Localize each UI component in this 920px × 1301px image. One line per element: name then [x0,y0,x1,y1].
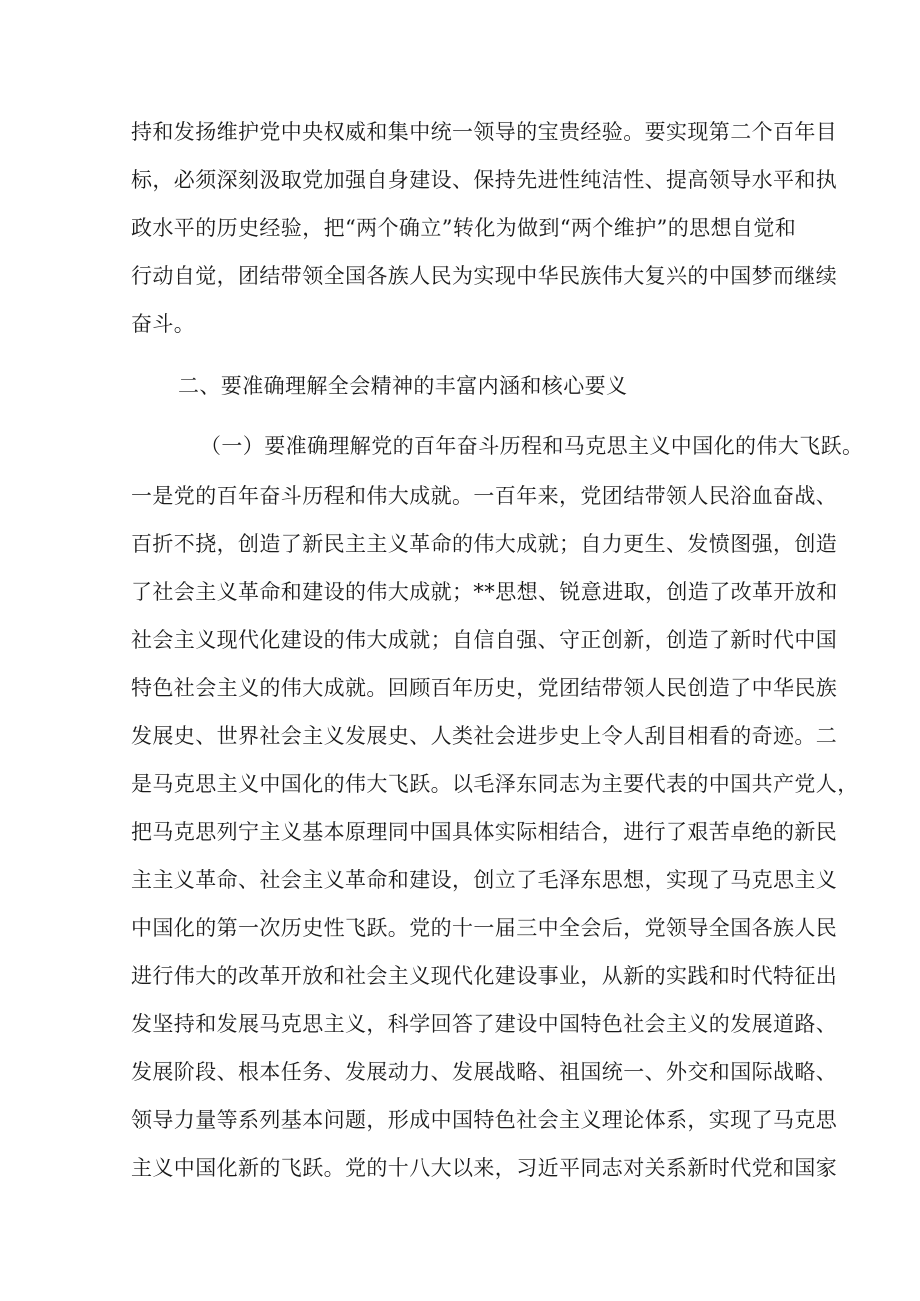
paragraph-line: 政水平的历史经验，把“两个确立”转化为做到“两个维护”的思想自觉和 [131,216,797,240]
paragraph-line: 中国化的第一次历史性飞跃。党的十一届三中全会后，党领导全国各族人民 [131,916,838,940]
paragraph-line: 了社会主义革命和建设的伟大成就；**思想、锐意进取，创造了改革开放和 [131,580,838,604]
subsection-heading: （一）要准确理解党的百年奋斗历程和马克思主义中国化的伟大飞跃。 [200,434,864,458]
paragraph-line: 奋斗。 [131,312,196,336]
paragraph-line: 持和发扬维护党中央权威和集中统一领导的宝贵经验。要实现第二个百年目 [131,120,838,144]
paragraph-line: 领导力量等系列基本问题，形成中国特色社会主义理论体系，实现了马克思 [131,1108,838,1132]
paragraph-line: 特色社会主义的伟大成就。回顾百年历史，党团结带领人民创造了中华民族 [131,676,838,700]
paragraph-line: 百折不挠，创造了新民主主义革命的伟大成就；自力更生、发愤图强，创造 [131,532,838,556]
paragraph-line: 标，必须深刻汲取党加强自身建设、保持先进性纯洁性、提高领导水平和执 [131,168,838,192]
paragraph-line: 发坚持和发展马克思主义，科学回答了建设中国特色社会主义的发展道路、 [131,1012,838,1036]
paragraph-line: 是马克思主义中国化的伟大飞跃。以毛泽东同志为主要代表的中国共产党人， [131,772,859,796]
paragraph-line: 把马克思列宁主义基本原理同中国具体实际相结合，进行了艰苦卓绝的新民 [131,820,838,844]
paragraph-line: 进行伟大的改革开放和社会主义现代化建设事业，从新的实践和时代特征出 [131,964,838,988]
paragraph-line: 行动自觉，团结带领全国各族人民为实现中华民族伟大复兴的中国梦而继续 [131,264,838,288]
paragraph-line: 发展阶段、根本任务、发展动力、发展战略、祖国统一、外交和国际战略、 [131,1060,838,1084]
paragraph-line: 发展史、世界社会主义发展史、人类社会进步史上令人刮目相看的奇迹。二 [131,724,838,748]
section-heading: 二、要准确理解全会精神的丰富内涵和核心要义 [178,374,628,398]
paragraph-line: 主义中国化新的飞跃。党的十八大以来，习近平同志对关系新时代党和国家 [131,1156,838,1180]
paragraph-line: 社会主义现代化建设的伟大成就；自信自强、守正创新，创造了新时代中国 [131,628,838,652]
paragraph-line: 一是党的百年奋斗历程和伟大成就。一百年来，党团结带领人民浴血奋战、 [131,484,838,508]
paragraph-line: 主主义革命、社会主义革命和建设，创立了毛泽东思想，实现了马克思主义 [131,868,838,892]
